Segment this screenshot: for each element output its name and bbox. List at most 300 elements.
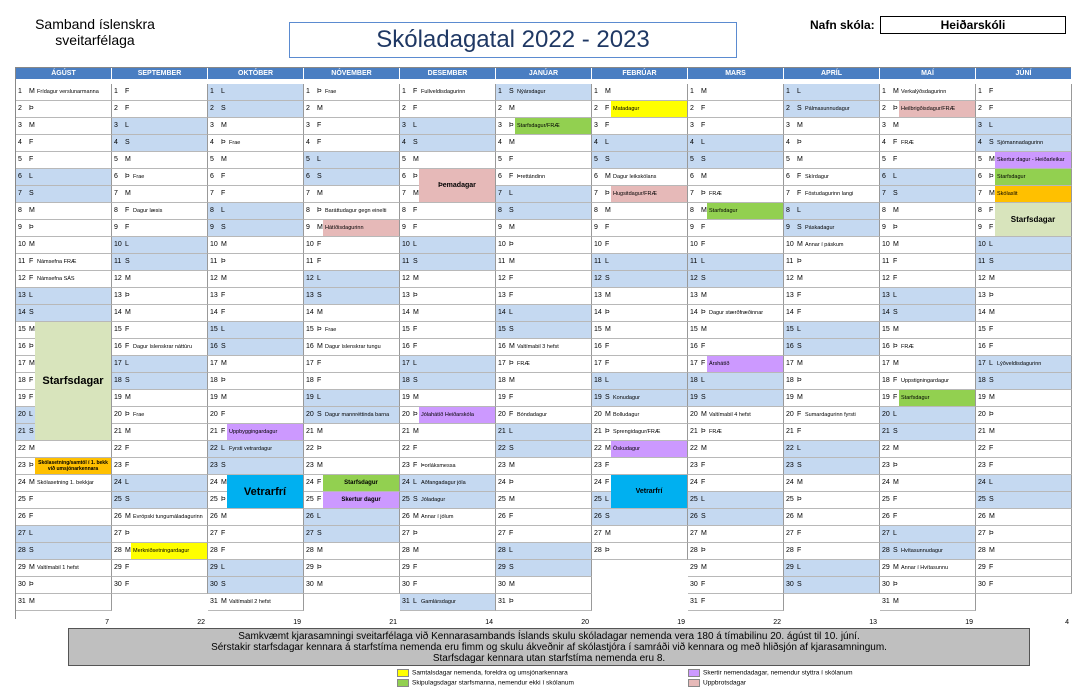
weekday-letter: M — [893, 88, 899, 95]
day-number: 5 — [18, 156, 22, 163]
day-number: 6 — [18, 173, 22, 180]
day-number: 12 — [882, 275, 890, 282]
weekday-letter: F — [29, 496, 34, 503]
weekday-letter: Þ — [605, 309, 610, 316]
day-number: 6 — [978, 173, 982, 180]
day-cell — [880, 101, 976, 118]
day-number: 27 — [786, 530, 794, 537]
day-cell — [16, 594, 112, 611]
day-cell — [304, 186, 400, 203]
weekday-letter: L — [317, 275, 321, 282]
day-cell — [880, 373, 976, 390]
day-number: 29 — [978, 564, 986, 571]
weekday-letter: S — [413, 258, 418, 265]
month-header: MARS — [688, 68, 784, 79]
weekday-letter: L — [893, 530, 897, 537]
weekday-letter: S — [29, 309, 34, 316]
weekday-letter: F — [413, 343, 418, 350]
weekday-letter: M — [605, 207, 611, 214]
day-cell — [688, 390, 784, 407]
day-cell — [688, 220, 784, 237]
day-cell — [688, 509, 784, 526]
weekday-letter: M — [221, 598, 227, 605]
day-cell — [304, 560, 400, 577]
day-number: 5 — [594, 156, 598, 163]
day-cell — [880, 509, 976, 526]
day-cell — [592, 407, 688, 424]
day-number: 13 — [210, 292, 218, 299]
weekday-letter: F — [701, 122, 706, 129]
day-number: 12 — [306, 275, 314, 282]
day-number: 19 — [306, 394, 314, 401]
day-cell — [112, 475, 208, 492]
month-workday-count: 13 — [869, 619, 877, 626]
day-number: 24 — [594, 479, 602, 486]
weekday-letter: L — [893, 292, 897, 299]
day-number: 16 — [786, 343, 794, 350]
day-event-label: Annar í jólum — [421, 514, 454, 520]
weekday-letter: M — [701, 88, 707, 95]
day-number: 20 — [306, 411, 314, 418]
day-number: 7 — [786, 190, 790, 197]
weekday-letter: Þ — [989, 411, 994, 418]
day-number: 30 — [18, 581, 26, 588]
event-block: Þemadagar — [419, 169, 496, 203]
day-number: 12 — [786, 275, 794, 282]
weekday-letter: S — [509, 88, 514, 95]
weekday-letter: L — [701, 496, 705, 503]
day-cell — [208, 441, 304, 458]
day-cell — [208, 101, 304, 118]
day-number: 2 — [690, 105, 694, 112]
day-number: 9 — [210, 224, 214, 231]
weekday-letter: L — [509, 190, 513, 197]
weekday-letter: S — [125, 496, 130, 503]
day-cell — [496, 169, 592, 186]
day-event-label: Dagur mannréttinda barna — [325, 412, 390, 418]
day-number: 14 — [882, 309, 890, 316]
day-number: 25 — [210, 496, 218, 503]
weekday-letter: L — [413, 360, 417, 367]
weekday-letter: F — [221, 173, 226, 180]
day-number: 25 — [402, 496, 410, 503]
month-header: JANÚAR — [496, 68, 592, 79]
day-number: 24 — [114, 479, 122, 486]
day-number: 4 — [306, 139, 310, 146]
weekday-letter: M — [893, 445, 899, 452]
day-cell — [16, 526, 112, 543]
day-cell — [976, 322, 1072, 339]
day-number: 4 — [210, 139, 214, 146]
day-number: 26 — [690, 513, 698, 520]
day-event-label: Starfsdagur — [709, 208, 738, 214]
day-event-label: Frae — [133, 412, 145, 418]
weekday-letter: F — [125, 343, 130, 350]
event-block: Starfsdagar — [35, 322, 112, 441]
day-number: 30 — [786, 581, 794, 588]
weekday-letter: M — [989, 394, 995, 401]
weekday-letter: F — [317, 360, 322, 367]
legend-label: Uppbrotsdagar — [703, 679, 746, 687]
day-number: 18 — [498, 377, 506, 384]
day-number: 20 — [18, 411, 26, 418]
day-number: 27 — [306, 530, 314, 537]
day-event-label: Annar í páskum — [805, 242, 844, 248]
day-cell — [208, 237, 304, 254]
day-number: 4 — [18, 139, 22, 146]
day-number: 24 — [18, 479, 26, 486]
day-event-label: Sprengidagur/FRÆ — [613, 429, 661, 435]
day-cell — [16, 135, 112, 152]
weekday-letter: F — [989, 88, 994, 95]
day-number: 17 — [210, 360, 218, 367]
day-number: 26 — [306, 513, 314, 520]
day-number: 31 — [882, 598, 890, 605]
day-number: 29 — [18, 564, 26, 571]
day-event-label: Jólahátíð Heiðarskóla — [421, 412, 474, 418]
weekday-letter: Þ — [893, 343, 898, 350]
day-number: 25 — [18, 496, 26, 503]
day-number: 14 — [690, 309, 698, 316]
day-cell — [304, 509, 400, 526]
weekday-letter: F — [893, 377, 898, 384]
weekday-letter: F — [509, 530, 514, 537]
day-cell — [400, 526, 496, 543]
day-number: 2 — [210, 105, 214, 112]
day-number: 2 — [18, 105, 22, 112]
month-header: ÁGÚST — [16, 68, 112, 79]
day-number: 9 — [402, 224, 406, 231]
day-cell — [496, 441, 592, 458]
weekday-letter: M — [317, 105, 323, 112]
day-cell — [16, 492, 112, 509]
weekday-letter: Þ — [125, 411, 130, 418]
day-number: 13 — [306, 292, 314, 299]
weekday-letter: S — [125, 139, 130, 146]
day-cell — [208, 271, 304, 288]
weekday-letter: M — [29, 598, 35, 605]
day-cell — [688, 288, 784, 305]
weekday-letter: M — [29, 479, 35, 486]
day-event-label: Skólaslit — [997, 191, 1018, 197]
day-cell — [976, 237, 1072, 254]
weekday-letter: F — [509, 411, 514, 418]
legend-swatch — [397, 679, 409, 687]
day-number: 23 — [594, 462, 602, 469]
weekday-letter: F — [317, 479, 322, 486]
day-cell — [880, 271, 976, 288]
day-cell — [880, 407, 976, 424]
day-number: 30 — [114, 581, 122, 588]
day-cell — [112, 373, 208, 390]
weekday-letter: S — [989, 258, 994, 265]
weekday-letter: F — [797, 428, 802, 435]
weekday-letter: M — [509, 581, 515, 588]
day-number: 11 — [882, 258, 890, 265]
weekday-letter: L — [797, 326, 801, 333]
day-cell — [976, 288, 1072, 305]
day-cell — [400, 237, 496, 254]
day-cell — [784, 322, 880, 339]
weekday-letter: M — [989, 190, 995, 197]
day-cell — [400, 220, 496, 237]
day-cell — [112, 271, 208, 288]
day-event-label: FRÆ — [901, 344, 914, 350]
weekday-letter: M — [605, 445, 611, 452]
day-number: 14 — [18, 309, 26, 316]
day-number: 21 — [690, 428, 698, 435]
day-cell — [592, 220, 688, 237]
day-number: 22 — [786, 445, 794, 452]
weekday-letter: Þ — [29, 462, 34, 469]
notice-line-1: Samkvæmt kjarasamningi sveitarfélaga við Kennarasambands Íslands skulu skóladagar nemenda vera 180 á tímabilinu 20. ágúst til 10. júní. — [238, 631, 860, 642]
weekday-letter: M — [797, 241, 803, 248]
day-cell — [208, 543, 304, 560]
day-cell — [688, 271, 784, 288]
day-number: 28 — [18, 547, 26, 554]
day-event-label: FRÆ — [901, 140, 914, 146]
day-number: 16 — [498, 343, 506, 350]
day-number: 9 — [18, 224, 22, 231]
day-number: 7 — [210, 190, 214, 197]
day-number: 23 — [306, 462, 314, 469]
day-number: 9 — [306, 224, 310, 231]
weekday-letter: L — [221, 564, 225, 571]
day-number: 19 — [114, 394, 122, 401]
weekday-letter: F — [29, 275, 34, 282]
day-cell — [880, 339, 976, 356]
day-number: 24 — [882, 479, 890, 486]
day-cell — [112, 560, 208, 577]
day-cell — [784, 424, 880, 441]
weekday-letter: M — [797, 479, 803, 486]
weekday-letter: L — [893, 173, 897, 180]
day-number: 22 — [882, 445, 890, 452]
weekday-letter: F — [893, 496, 898, 503]
weekday-letter: S — [317, 292, 322, 299]
day-number: 8 — [18, 207, 22, 214]
day-number: 15 — [18, 326, 26, 333]
weekday-letter: S — [605, 394, 610, 401]
day-number: 3 — [498, 122, 502, 129]
day-cell — [880, 356, 976, 373]
weekday-letter: Þ — [797, 496, 802, 503]
month-workday-count: 4 — [1065, 619, 1069, 626]
weekday-letter: L — [989, 241, 993, 248]
day-number: 3 — [978, 122, 982, 129]
day-cell — [784, 186, 880, 203]
day-number: 27 — [402, 530, 410, 537]
day-event-label: Hvítasunnudagur — [901, 548, 943, 554]
day-number: 14 — [210, 309, 218, 316]
weekday-letter: F — [317, 496, 322, 503]
day-cell — [304, 203, 400, 220]
weekday-letter: F — [509, 513, 514, 520]
weekday-letter: S — [509, 564, 514, 571]
day-event-label: Evrópski tungumáladagurinn — [133, 514, 203, 520]
weekday-letter: M — [125, 190, 131, 197]
weekday-letter: S — [797, 105, 802, 112]
day-number: 15 — [210, 326, 218, 333]
day-cell — [976, 169, 1072, 186]
day-cell — [976, 543, 1072, 560]
day-number: 3 — [210, 122, 214, 129]
day-cell — [976, 101, 1072, 118]
day-cell — [976, 135, 1072, 152]
day-cell — [400, 152, 496, 169]
weekday-letter: M — [893, 360, 899, 367]
day-cell — [592, 186, 688, 203]
day-cell — [688, 475, 784, 492]
day-number: 13 — [882, 292, 890, 299]
weekday-letter: L — [29, 530, 33, 537]
day-number: 11 — [402, 258, 410, 265]
day-number: 1 — [18, 88, 22, 95]
weekday-letter: Þ — [701, 190, 706, 197]
weekday-letter: F — [317, 258, 322, 265]
day-cell — [592, 509, 688, 526]
day-event-label: Þrettándinn — [517, 174, 546, 180]
weekday-letter: F — [701, 241, 706, 248]
day-number: 15 — [402, 326, 410, 333]
day-number: 21 — [402, 428, 410, 435]
day-cell — [112, 509, 208, 526]
weekday-letter: M — [701, 173, 707, 180]
day-number: 23 — [402, 462, 410, 469]
day-cell — [688, 594, 784, 611]
day-number: 7 — [594, 190, 598, 197]
weekday-letter: F — [893, 139, 898, 146]
day-event-label: Dagur læsis — [133, 208, 163, 214]
day-number: 1 — [306, 88, 310, 95]
day-cell — [304, 390, 400, 407]
day-number: 18 — [690, 377, 698, 384]
day-number: 14 — [498, 309, 506, 316]
day-number: 1 — [594, 88, 598, 95]
day-cell — [304, 407, 400, 424]
day-cell — [496, 220, 592, 237]
day-cell — [400, 407, 496, 424]
month-header: FEBRÚAR — [592, 68, 688, 79]
day-cell — [784, 169, 880, 186]
day-number: 27 — [882, 530, 890, 537]
weekday-letter: S — [317, 530, 322, 537]
day-number: 13 — [594, 292, 602, 299]
day-number: 5 — [978, 156, 982, 163]
day-cell — [496, 543, 592, 560]
weekday-letter: Þ — [701, 428, 706, 435]
day-number: 24 — [402, 479, 410, 486]
weekday-letter: M — [317, 224, 323, 231]
day-number: 22 — [498, 445, 506, 452]
day-number: 7 — [18, 190, 22, 197]
month-workday-count: 19 — [965, 619, 973, 626]
school-name-field[interactable]: Heiðarskóli — [880, 16, 1066, 34]
weekday-letter: Þ — [893, 462, 898, 469]
day-cell — [208, 458, 304, 475]
day-number: 11 — [690, 258, 698, 265]
weekday-letter: L — [221, 445, 225, 452]
day-number: 21 — [594, 428, 602, 435]
weekday-letter: Þ — [29, 105, 34, 112]
legend-item-uppbrotsdagar — [688, 679, 746, 688]
weekday-letter: M — [29, 122, 35, 129]
day-number: 10 — [594, 241, 602, 248]
weekday-letter: M — [125, 547, 131, 554]
day-cell — [400, 305, 496, 322]
day-number: 6 — [690, 173, 694, 180]
day-event-label: Valtímabil 1 hefst — [37, 565, 79, 571]
weekday-letter: Þ — [125, 173, 130, 180]
day-event-label: Sumardagurinn fyrsti — [805, 412, 856, 418]
day-number: 13 — [114, 292, 122, 299]
weekday-letter: F — [317, 241, 322, 248]
day-number: 28 — [594, 547, 602, 554]
day-event-label: Bóndadagur — [517, 412, 547, 418]
weekday-letter: M — [413, 394, 419, 401]
day-cell — [208, 339, 304, 356]
day-cell — [688, 424, 784, 441]
weekday-letter: F — [125, 564, 130, 571]
day-number: 9 — [786, 224, 790, 231]
weekday-letter: M — [221, 513, 227, 520]
day-number: 12 — [498, 275, 506, 282]
day-cell — [112, 577, 208, 594]
day-cell — [880, 543, 976, 560]
day-number: 1 — [210, 88, 214, 95]
day-event-label: Bolludagur — [613, 412, 640, 418]
day-number: 31 — [18, 598, 26, 605]
day-number: 14 — [594, 309, 602, 316]
weekday-letter: F — [605, 241, 610, 248]
day-number: 3 — [306, 122, 310, 129]
weekday-letter: M — [701, 292, 707, 299]
day-number: 27 — [594, 530, 602, 537]
day-number: 16 — [978, 343, 986, 350]
day-number: 4 — [690, 139, 694, 146]
day-cell — [688, 203, 784, 220]
notice-line-3: Starfsdagar kennara utan starfstíma nemenda eru 8. — [432, 653, 666, 664]
day-number: 24 — [786, 479, 794, 486]
day-cell — [688, 152, 784, 169]
day-number: 30 — [498, 581, 506, 588]
day-number: 9 — [498, 224, 502, 231]
weekday-letter: M — [893, 241, 899, 248]
day-cell — [784, 237, 880, 254]
day-cell — [400, 271, 496, 288]
day-cell — [592, 356, 688, 373]
weekday-letter: L — [797, 564, 801, 571]
day-cell — [880, 458, 976, 475]
day-number: 11 — [114, 258, 122, 265]
day-number: 20 — [882, 411, 890, 418]
weekday-letter: Þ — [29, 343, 34, 350]
weekday-letter: M — [29, 241, 35, 248]
day-number: 8 — [210, 207, 214, 214]
day-number: 26 — [114, 513, 122, 520]
weekday-letter: F — [797, 411, 802, 418]
weekday-letter: L — [893, 411, 897, 418]
day-cell — [592, 424, 688, 441]
day-cell — [688, 560, 784, 577]
day-number: 7 — [114, 190, 118, 197]
day-cell — [976, 305, 1072, 322]
day-cell — [16, 84, 112, 101]
weekday-letter: L — [413, 241, 417, 248]
weekday-letter: M — [989, 275, 995, 282]
day-number: 18 — [786, 377, 794, 384]
day-event-label: Námsefna SÁS — [37, 276, 75, 282]
